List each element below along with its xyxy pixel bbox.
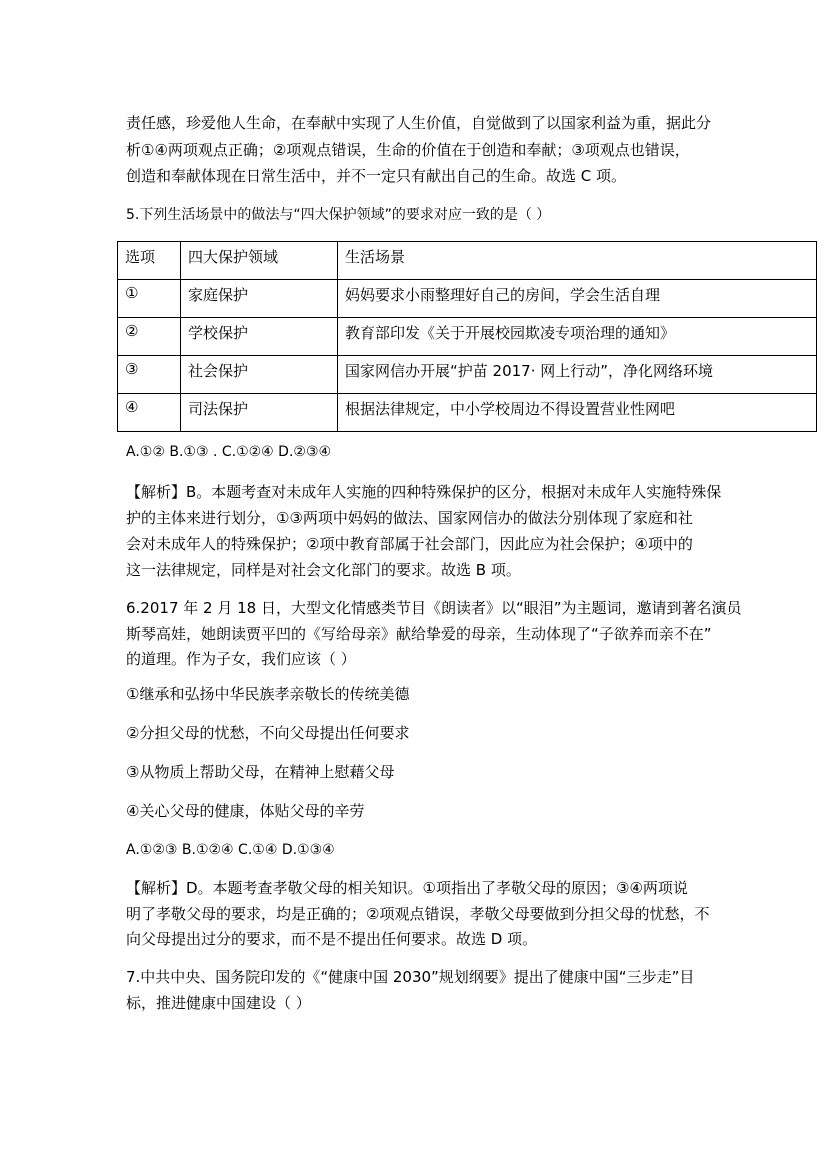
intro-line-2: 析①④两项观点正确；②项观点错误，生命的价值在于创造和奉献；③项观点也错误， xyxy=(126,141,690,159)
q5-options: A.①② B.①③ . C.①②④ D.②③④ xyxy=(126,444,332,460)
q6-item-4: ④关心父母的健康，体贴父母的辛劳 xyxy=(126,802,365,820)
q6-stem-line-3: 的道理。作为子女，我们应该（ ） xyxy=(126,650,356,668)
table-cell: ④ xyxy=(118,394,181,432)
q6-stem-line-2: 斯琴高娃，她朗读贾平凹的《写给母亲》献给挚爱的母亲，生动体现了“子欲养而亲不在” xyxy=(126,625,712,643)
q6-analysis-line-1: 【解析】D。本题考查孝敬父母的相关知识。①项指出了孝敬父母的原因；③④两项说 xyxy=(126,879,688,897)
table-row xyxy=(118,356,817,394)
q5-analysis-line-1: 【解析】B。本题考查对未成年人实施的四种特殊保护的区分，根据对未成年人实施特殊保 xyxy=(126,483,722,501)
table-cell: 妈妈要求小雨整理好自己的房间，学会生活自理 xyxy=(338,280,817,318)
intro-line-1: 责任感，珍爱他人生命，在奉献中实现了人生价值，自觉做到了以国家利益为重，据此分 xyxy=(126,114,712,132)
q7-stem-line-2: 标，推进健康中国建设（ ） xyxy=(126,994,311,1012)
table-header-cell: 四大保护领域 xyxy=(181,242,338,280)
table-cell: ③ xyxy=(118,356,181,394)
q5-stem: 5.下列生活场景中的做法与“四大保护领域”的要求对应一致的是（ ） xyxy=(126,207,551,223)
table-header-row xyxy=(118,242,817,280)
table-cell: ① xyxy=(118,280,181,318)
q5-analysis-line-2: 护的主体来进行划分，①③两项中妈妈的做法、国家网信办的做法分别体现了家庭和社 xyxy=(126,509,693,527)
table-row xyxy=(118,394,817,432)
table-header-cell: 选项 xyxy=(118,242,181,280)
q5-analysis-line-3: 会对未成年人的特殊保护；②项中教育部属于社会部门，因此应为社会保护；④项中的 xyxy=(126,535,693,553)
intro-line-3: 创造和奉献体现在日常生活中，并不一定只有献出自己的生命。故选 C 项。 xyxy=(126,167,627,185)
q5-analysis-line-4: 这一法律规定，同样是对社会文化部门的要求。故选 B 项。 xyxy=(126,561,521,579)
table-cell: 社会保护 xyxy=(181,356,338,394)
q5-table xyxy=(117,241,817,432)
q6-analysis-line-2: 明了孝敬父母的要求，均是正确的；②项观点错误，孝敬父母要做到分担父母的忧愁，不 xyxy=(126,905,710,923)
table-cell: 家庭保护 xyxy=(181,280,338,318)
table-cell: 司法保护 xyxy=(181,394,338,432)
q6-stem-line-1: 6.2017 年 2 月 18 日，大型文化情感类节目《朗读者》以“眼泪”为主题词，邀请到著名演员 xyxy=(126,599,742,617)
q6-item-1: ①继承和弘扬中华民族孝亲敬长的传统美德 xyxy=(126,685,410,703)
q6-item-2: ②分担父母的忧愁，不向父母提出任何要求 xyxy=(126,724,410,742)
table-cell: 教育部印发《关于开展校园欺凌专项治理的通知》 xyxy=(338,318,817,356)
q6-item-3: ③从物质上帮助父母，在精神上慰藉父母 xyxy=(126,763,395,781)
table-row xyxy=(118,318,817,356)
q7-stem-line-1: 7.中共中央、国务院印发的《“健康中国 2030”规划纲要》提出了健康中国“三步走”目 xyxy=(126,968,695,986)
table-cell: 根据法律规定，中小学校周边不得设置营业性网吧 xyxy=(338,394,817,432)
table-cell: ② xyxy=(118,318,181,356)
table-row xyxy=(118,280,817,318)
q6-options: A.①②③ B.①②④ C.①④ D.①③④ xyxy=(126,842,335,858)
table-cell: 学校保护 xyxy=(181,318,338,356)
table-cell: 国家网信办开展“护苗 2017· 网上行动”，净化网络环境 xyxy=(338,356,817,394)
table-header-cell: 生活场景 xyxy=(338,242,817,280)
q6-analysis-line-3: 向父母提出过分的要求，而不是不提出任何要求。故选 D 项。 xyxy=(126,930,538,948)
